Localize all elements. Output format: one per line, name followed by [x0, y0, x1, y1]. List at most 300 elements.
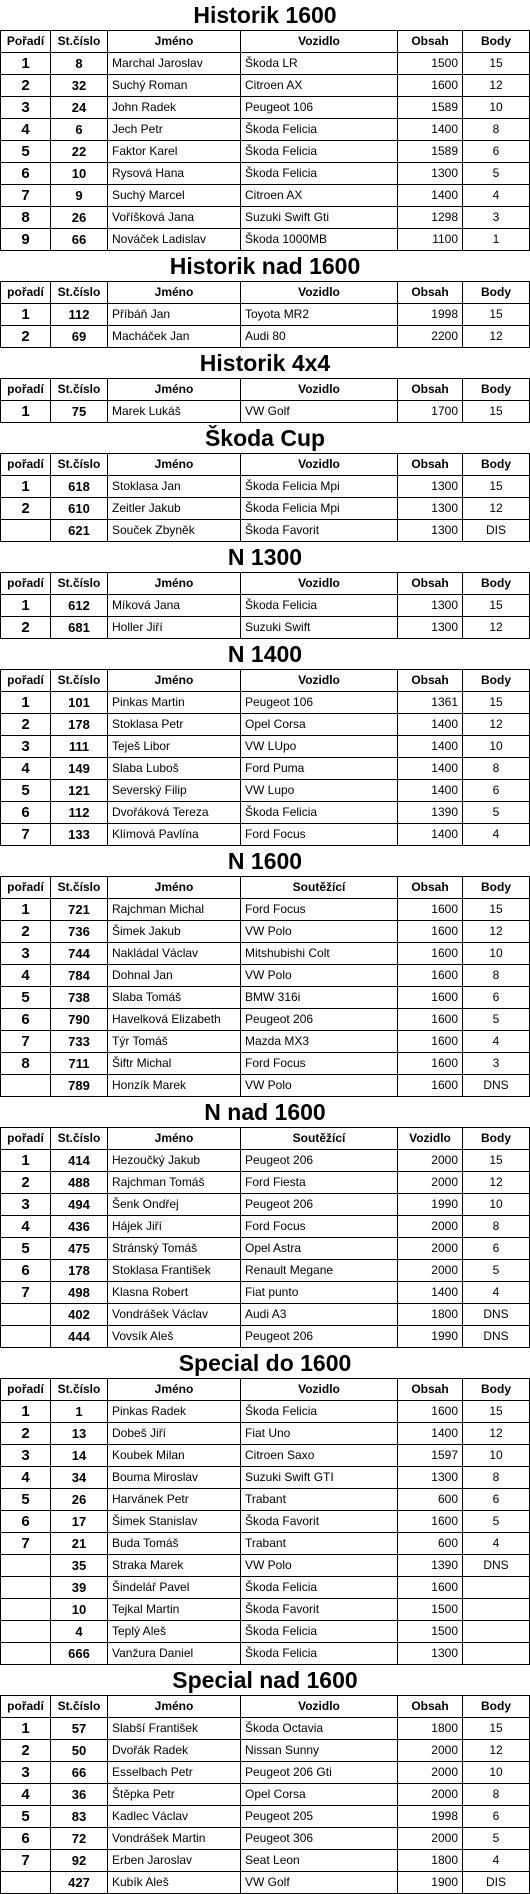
rank-cell: 1: [1, 53, 51, 75]
volume-cell: 2000: [398, 1238, 463, 1260]
table-row: [1, 780, 530, 802]
rank-header: pořadí: [1, 454, 51, 476]
table-row: [1, 229, 530, 251]
table-row: [1, 824, 530, 846]
points-cell: 10: [463, 1194, 530, 1216]
points-cell: 8: [463, 119, 530, 141]
volume-cell: 1300: [398, 1643, 463, 1665]
volume-cell: 1300: [398, 163, 463, 185]
rank-cell: 1: [1, 401, 51, 423]
start-number-cell: 681: [51, 617, 108, 639]
table-row: [1, 714, 530, 736]
start-number-cell: 21: [51, 1533, 108, 1555]
points-cell: 6: [463, 987, 530, 1009]
points-header: Body: [463, 379, 530, 401]
start-number-cell: 10: [51, 1599, 108, 1621]
points-cell: DNS: [463, 1075, 530, 1097]
table-row: [1, 1621, 530, 1643]
name-cell: Rysová Hana: [108, 163, 241, 185]
volume-cell: 2200: [398, 326, 463, 348]
points-cell: 6: [463, 141, 530, 163]
vehicle-cell: Peugeot 206 Gti: [241, 1762, 398, 1784]
rank-cell: [1, 1555, 51, 1577]
points-header: Body: [463, 573, 530, 595]
vehicle-cell: Citroen Saxo: [241, 1445, 398, 1467]
class-section: [0, 846, 530, 1097]
points-cell: 5: [463, 1511, 530, 1533]
rank-cell: 4: [1, 758, 51, 780]
class-title: N nad 1600: [204, 1099, 326, 1125]
volume-cell: 2000: [398, 1260, 463, 1282]
table-row: [1, 1806, 530, 1828]
rank-header: pořadí: [1, 282, 51, 304]
name-cell: Zeitler Jakub: [108, 498, 241, 520]
volume-cell: 1300: [398, 617, 463, 639]
class-title: Special nad 1600: [172, 1667, 358, 1693]
table-row: [1, 207, 530, 229]
results-table: [0, 572, 530, 639]
name-header: Jméno: [108, 454, 241, 476]
results-table: [0, 1127, 530, 1348]
volume-header: Obsah: [398, 670, 463, 692]
start-number-cell: 721: [51, 899, 108, 921]
class-title: Historik 4x4: [199, 350, 331, 376]
points-cell: 4: [463, 824, 530, 846]
points-cell: 4: [463, 185, 530, 207]
vehicle-cell: Peugeot 205: [241, 1806, 398, 1828]
name-cell: Šimek Stanislav: [108, 1511, 241, 1533]
points-cell: 5: [463, 163, 530, 185]
rank-cell: 2: [1, 75, 51, 97]
class-section: [0, 639, 530, 846]
name-cell: Esselbach Petr: [108, 1762, 241, 1784]
rank-cell: 1: [1, 1401, 51, 1423]
rank-cell: 3: [1, 1194, 51, 1216]
class-section: [0, 542, 530, 639]
start-number-cell: 66: [51, 1762, 108, 1784]
volume-cell: 1597: [398, 1445, 463, 1467]
table-row: [1, 692, 530, 714]
vehicle-cell: Opel Astra: [241, 1238, 398, 1260]
class-section: [0, 1665, 530, 1894]
vehicle-cell: Škoda Octavia: [241, 1718, 398, 1740]
class-title: N 1300: [227, 544, 303, 570]
points-header: Body: [463, 670, 530, 692]
start-number-cell: 621: [51, 520, 108, 542]
results-table: [0, 1695, 530, 1894]
volume-cell: 1600: [398, 1577, 463, 1599]
volume-cell: 1300: [398, 498, 463, 520]
name-cell: Klímová Pavlína: [108, 824, 241, 846]
points-cell: 15: [463, 53, 530, 75]
rank-cell: [1, 1872, 51, 1894]
vehicle-cell: Citroen AX: [241, 185, 398, 207]
name-cell: Harvánek Petr: [108, 1489, 241, 1511]
vehicle-cell: Peugeot 106: [241, 692, 398, 714]
points-cell: 12: [463, 498, 530, 520]
points-cell: 3: [463, 1053, 530, 1075]
rank-cell: [1, 1599, 51, 1621]
vehicle-cell: Audi A3: [241, 1304, 398, 1326]
volume-header: Obsah: [398, 282, 463, 304]
vehicle-cell: Toyota MR2: [241, 304, 398, 326]
name-cell: Kadlec Václav: [108, 1806, 241, 1828]
volume-header: Obsah: [398, 379, 463, 401]
volume-cell: 2000: [398, 1784, 463, 1806]
start-number-cell: 784: [51, 965, 108, 987]
table-row: [1, 185, 530, 207]
start-number-cell: 666: [51, 1643, 108, 1665]
start-number-cell: 733: [51, 1031, 108, 1053]
start-number-cell: 121: [51, 780, 108, 802]
name-cell: Souček Zbyněk: [108, 520, 241, 542]
volume-cell: 1300: [398, 520, 463, 542]
start-number-cell: 66: [51, 229, 108, 251]
volume-cell: 1500: [398, 1599, 463, 1621]
table-row: [1, 899, 530, 921]
vehicle-cell: Škoda Felicia: [241, 1621, 398, 1643]
table-header-row: [1, 573, 530, 595]
points-cell: 12: [463, 1423, 530, 1445]
start-number-cell: 72: [51, 1828, 108, 1850]
start-number-cell: 178: [51, 714, 108, 736]
points-cell: 10: [463, 943, 530, 965]
vehicle-cell: Ford Focus: [241, 824, 398, 846]
points-cell: 4: [463, 1282, 530, 1304]
volume-header: Obsah: [398, 31, 463, 53]
points-cell: 10: [463, 736, 530, 758]
name-cell: Pinkas Martin: [108, 692, 241, 714]
points-cell: 3: [463, 207, 530, 229]
points-cell: 15: [463, 1401, 530, 1423]
start-number-cell: 101: [51, 692, 108, 714]
rank-cell: 4: [1, 1216, 51, 1238]
start-number-cell: 24: [51, 97, 108, 119]
table-row: [1, 1260, 530, 1282]
vehicle-cell: Ford Focus: [241, 1216, 398, 1238]
vehicle-cell: Škoda Felicia: [241, 141, 398, 163]
points-cell: 8: [463, 758, 530, 780]
start-number-cell: 57: [51, 1718, 108, 1740]
vehicle-header: Vozidlo: [241, 670, 398, 692]
volume-header: Obsah: [398, 1696, 463, 1718]
volume-cell: 1600: [398, 965, 463, 987]
points-cell: 8: [463, 1467, 530, 1489]
rank-cell: 1: [1, 304, 51, 326]
name-cell: Macháček Jan: [108, 326, 241, 348]
start-number-cell: 112: [51, 802, 108, 824]
vehicle-cell: Peugeot 206: [241, 1150, 398, 1172]
name-cell: Marek Lukáš: [108, 401, 241, 423]
table-row: [1, 326, 530, 348]
start-number-cell: 50: [51, 1740, 108, 1762]
vehicle-cell: Škoda Felicia: [241, 1401, 398, 1423]
name-cell: Bouma Miroslav: [108, 1467, 241, 1489]
name-cell: Teplý Aleš: [108, 1621, 241, 1643]
table-header-row: [1, 454, 530, 476]
class-title: N 1400: [227, 641, 303, 667]
rank-cell: [1, 1621, 51, 1643]
results-table: [0, 30, 530, 251]
rank-cell: 8: [1, 207, 51, 229]
name-cell: Honzík Marek: [108, 1075, 241, 1097]
name-header: Jméno: [108, 31, 241, 53]
vehicle-cell: Audi 80: [241, 326, 398, 348]
points-cell: 5: [463, 1009, 530, 1031]
volume-cell: 1300: [398, 595, 463, 617]
name-cell: Erben Jaroslav: [108, 1850, 241, 1872]
start-number-cell: 475: [51, 1238, 108, 1260]
name-cell: Vovsík Aleš: [108, 1326, 241, 1348]
results-table: [0, 876, 530, 1097]
name-cell: Příbáň Jan: [108, 304, 241, 326]
rank-cell: 2: [1, 617, 51, 639]
rank-cell: 3: [1, 943, 51, 965]
start-number-header: St.číslo: [51, 454, 108, 476]
vehicle-cell: Ford Fiesta: [241, 1172, 398, 1194]
rank-cell: 2: [1, 1423, 51, 1445]
table-row: [1, 1828, 530, 1850]
table-row: [1, 921, 530, 943]
vehicle-cell: Škoda Felicia: [241, 1643, 398, 1665]
name-header: Jméno: [108, 1128, 241, 1150]
start-number-cell: 436: [51, 1216, 108, 1238]
vehicle-cell: Opel Corsa: [241, 714, 398, 736]
vehicle-cell: VW Polo: [241, 921, 398, 943]
start-number-header: St.číslo: [51, 1696, 108, 1718]
vehicle-cell: Trabant: [241, 1533, 398, 1555]
rank-cell: 1: [1, 476, 51, 498]
table-row: [1, 141, 530, 163]
rank-cell: 3: [1, 1445, 51, 1467]
class-section: [0, 251, 530, 348]
volume-cell: 1400: [398, 736, 463, 758]
name-cell: Štěpka Petr: [108, 1784, 241, 1806]
vehicle-header: Vozidlo: [241, 573, 398, 595]
rank-cell: 2: [1, 1172, 51, 1194]
vehicle-cell: Fiat punto: [241, 1282, 398, 1304]
start-number-cell: 111: [51, 736, 108, 758]
table-row: [1, 119, 530, 141]
volume-cell: 1700: [398, 401, 463, 423]
volume-cell: 1400: [398, 714, 463, 736]
name-cell: Severský Filip: [108, 780, 241, 802]
start-number-cell: 498: [51, 1282, 108, 1304]
start-number-cell: 738: [51, 987, 108, 1009]
volume-cell: 1589: [398, 141, 463, 163]
vehicle-cell: Škoda Favorit: [241, 520, 398, 542]
vehicle-cell: BMW 316i: [241, 987, 398, 1009]
name-cell: Vanžura Daniel: [108, 1643, 241, 1665]
table-row: [1, 1194, 530, 1216]
name-cell: Stoklasa Jan: [108, 476, 241, 498]
vehicle-cell: Škoda LR: [241, 53, 398, 75]
points-header: Body: [463, 454, 530, 476]
name-cell: Marchal Jaroslav: [108, 53, 241, 75]
results-table: [0, 378, 530, 423]
start-number-cell: 32: [51, 75, 108, 97]
vehicle-cell: Nissan Sunny: [241, 1740, 398, 1762]
volume-cell: 1400: [398, 119, 463, 141]
rank-cell: 3: [1, 1762, 51, 1784]
volume-cell: 2000: [398, 1216, 463, 1238]
volume-cell: 1998: [398, 1806, 463, 1828]
class-section: [0, 1348, 530, 1665]
rank-cell: 9: [1, 229, 51, 251]
volume-cell: 2000: [398, 1828, 463, 1850]
table-row: [1, 1599, 530, 1621]
points-cell: [463, 1643, 530, 1665]
name-cell: Faktor Karel: [108, 141, 241, 163]
name-header: Jméno: [108, 877, 241, 899]
table-row: [1, 1326, 530, 1348]
vehicle-cell: Škoda Felicia: [241, 1577, 398, 1599]
rank-cell: 6: [1, 1260, 51, 1282]
table-row: [1, 1489, 530, 1511]
rank-cell: 5: [1, 987, 51, 1009]
points-cell: 12: [463, 326, 530, 348]
rank-cell: 6: [1, 1828, 51, 1850]
table-row: [1, 1577, 530, 1599]
name-cell: Míková Jana: [108, 595, 241, 617]
volume-cell: 1589: [398, 97, 463, 119]
points-cell: DNS: [463, 1326, 530, 1348]
class-title: Škoda Cup: [204, 425, 326, 451]
rank-cell: [1, 1577, 51, 1599]
results-table: [0, 669, 530, 846]
volume-cell: 1990: [398, 1326, 463, 1348]
rank-cell: 1: [1, 595, 51, 617]
start-number-cell: 10: [51, 163, 108, 185]
points-cell: 5: [463, 802, 530, 824]
rank-header: pořadí: [1, 670, 51, 692]
points-cell: 15: [463, 1718, 530, 1740]
table-header-row: [1, 670, 530, 692]
start-number-header: St.číslo: [51, 282, 108, 304]
rank-cell: [1, 1075, 51, 1097]
rank-cell: 5: [1, 1489, 51, 1511]
volume-cell: 600: [398, 1489, 463, 1511]
start-number-header: St.číslo: [51, 1128, 108, 1150]
table-row: [1, 520, 530, 542]
start-number-cell: 6: [51, 119, 108, 141]
start-number-cell: 112: [51, 304, 108, 326]
volume-cell: 1600: [398, 899, 463, 921]
rank-cell: 1: [1, 899, 51, 921]
vehicle-cell: Ford Focus: [241, 1053, 398, 1075]
points-cell: 4: [463, 1031, 530, 1053]
start-number-cell: 444: [51, 1326, 108, 1348]
points-cell: 10: [463, 97, 530, 119]
points-cell: 15: [463, 304, 530, 326]
name-cell: Dvořáková Tereza: [108, 802, 241, 824]
table-header-row: [1, 877, 530, 899]
vehicle-cell: Suzuki Swift GTI: [241, 1467, 398, 1489]
vehicle-cell: Peugeot 106: [241, 97, 398, 119]
vehicle-cell: Opel Corsa: [241, 1784, 398, 1806]
vehicle-cell: Fiat Uno: [241, 1423, 398, 1445]
start-number-cell: 26: [51, 207, 108, 229]
vehicle-cell: Peugeot 306: [241, 1828, 398, 1850]
vehicle-header: Soutěžící: [241, 1128, 398, 1150]
rank-cell: [1, 1304, 51, 1326]
vehicle-cell: VW Lupo: [241, 780, 398, 802]
name-header: Jméno: [108, 670, 241, 692]
table-row: [1, 1784, 530, 1806]
start-number-cell: 75: [51, 401, 108, 423]
name-cell: Teješ Libor: [108, 736, 241, 758]
table-row: [1, 965, 530, 987]
points-header: Body: [463, 877, 530, 899]
rank-cell: 5: [1, 141, 51, 163]
vehicle-header: Vozidlo: [241, 379, 398, 401]
start-number-header: St.číslo: [51, 573, 108, 595]
class-section: [0, 423, 530, 542]
start-number-cell: 133: [51, 824, 108, 846]
table-row: [1, 1643, 530, 1665]
name-cell: Šindelář Pavel: [108, 1577, 241, 1599]
points-cell: 1: [463, 229, 530, 251]
table-row: [1, 1216, 530, 1238]
volume-cell: 2000: [398, 1150, 463, 1172]
rank-cell: [1, 520, 51, 542]
start-number-cell: 4: [51, 1621, 108, 1643]
name-header: Jméno: [108, 282, 241, 304]
rank-cell: 2: [1, 714, 51, 736]
rank-cell: [1, 1643, 51, 1665]
class-title: Historik nad 1600: [169, 253, 361, 279]
name-cell: Stoklasa František: [108, 1260, 241, 1282]
rank-header: pořadí: [1, 1128, 51, 1150]
results-table: [0, 281, 530, 348]
table-row: [1, 1872, 530, 1894]
vehicle-cell: Peugeot 206: [241, 1194, 398, 1216]
rank-cell: 5: [1, 1238, 51, 1260]
rank-cell: 7: [1, 1533, 51, 1555]
start-number-cell: 69: [51, 326, 108, 348]
rank-cell: 7: [1, 185, 51, 207]
table-row: [1, 1511, 530, 1533]
start-number-cell: 22: [51, 141, 108, 163]
table-row: [1, 617, 530, 639]
start-number-cell: 618: [51, 476, 108, 498]
points-cell: [463, 1599, 530, 1621]
volume-cell: 1800: [398, 1850, 463, 1872]
rank-cell: 7: [1, 824, 51, 846]
volume-cell: 1300: [398, 1467, 463, 1489]
start-number-cell: 711: [51, 1053, 108, 1075]
start-number-cell: 17: [51, 1511, 108, 1533]
name-cell: Šimek Jakub: [108, 921, 241, 943]
name-cell: Pinkas Radek: [108, 1401, 241, 1423]
start-number-cell: 488: [51, 1172, 108, 1194]
volume-cell: 1361: [398, 692, 463, 714]
volume-cell: 1400: [398, 758, 463, 780]
table-row: [1, 163, 530, 185]
start-number-cell: 744: [51, 943, 108, 965]
points-cell: 15: [463, 899, 530, 921]
name-cell: Šiftr Michal: [108, 1053, 241, 1075]
points-header: Body: [463, 1379, 530, 1401]
start-number-cell: 13: [51, 1423, 108, 1445]
name-cell: Kubík Aleš: [108, 1872, 241, 1894]
volume-header: Vozidlo: [398, 1128, 463, 1150]
table-row: [1, 1423, 530, 1445]
start-number-cell: 178: [51, 1260, 108, 1282]
name-header: Jméno: [108, 1696, 241, 1718]
points-cell: 15: [463, 692, 530, 714]
volume-cell: 1400: [398, 1423, 463, 1445]
